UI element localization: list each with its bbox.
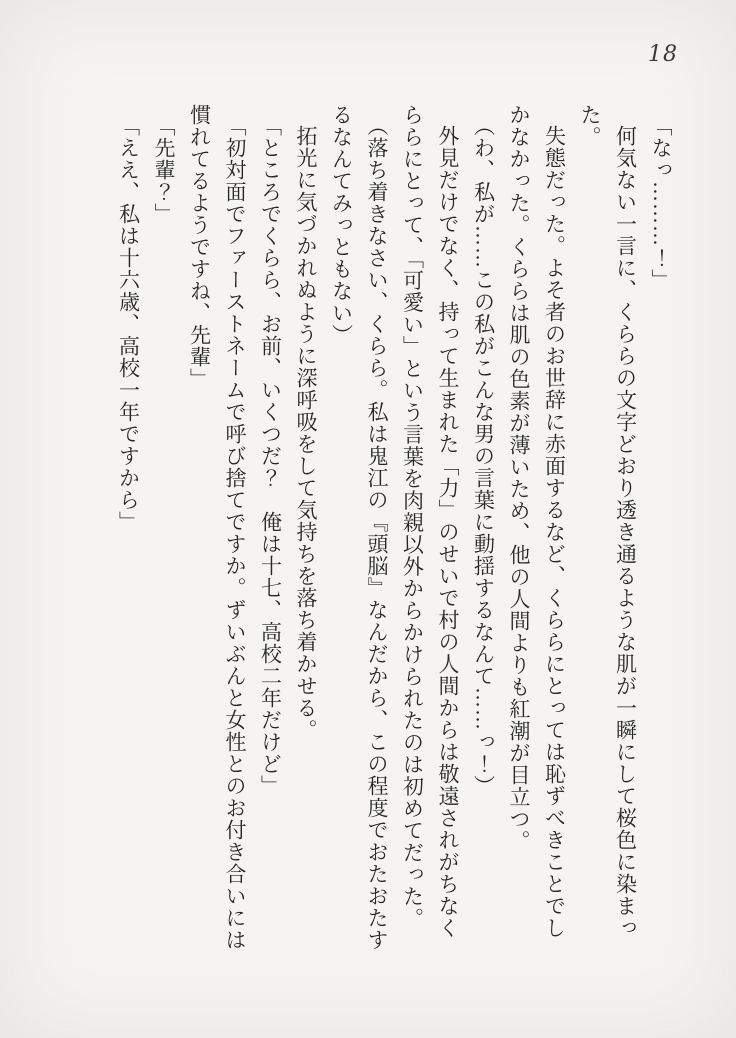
paragraph-4: （わ、私が……この私がこんな男の言葉に動揺するなんて……っ！） [471,114,496,797]
paragraph-8: 「ところでくらら、お前、いくつだ？ 俺は十七、高校二年だけど」 [258,114,283,797]
paragraph-9: 「初対面でファーストネームで呼び捨てですか。ずいぶんと女性とのお付き合いには慣れてるようですね、先輩」 [187,104,247,951]
paragraph-2: 何気ない一言に、くららの文字どおり透き通るような肌が一瞬にして桜色に染まった。 [578,104,638,939]
paragraph-10: 「先輩？」 [152,114,176,225]
page-number: 18 [648,42,678,67]
paragraph-11: 「ええ、私は十六歳、高校一年ですから」 [116,114,141,533]
paragraph-1: 「なっ………！」 [649,114,673,291]
paragraph-7: 拓光に気づかれぬように深呼吸をして気持ちを落ち着かせる。 [294,125,318,741]
paragraph-3: 失態だった。よそ者のお世辞に赤面するなど、くららにとっては恥ずべきことでしかなかった。くららは肌の色素が薄いため、他の人間よりも紅潮が目立つ。 [507,104,567,939]
paragraph-6: （落ち着きなさい、くらら。私は鬼江の『頭脳』なんだから、この程度でおたおたするなんてみっともない） [329,104,389,951]
vertical-text-block [106,104,678,954]
paragraph-5: 外見だけでなく、持って生まれた「力」のせいで村の人間からは敬遠されがちなくららにとって、「可愛い」という言葉を肉親以外からかけられたのは初めてだった。 [400,104,460,939]
